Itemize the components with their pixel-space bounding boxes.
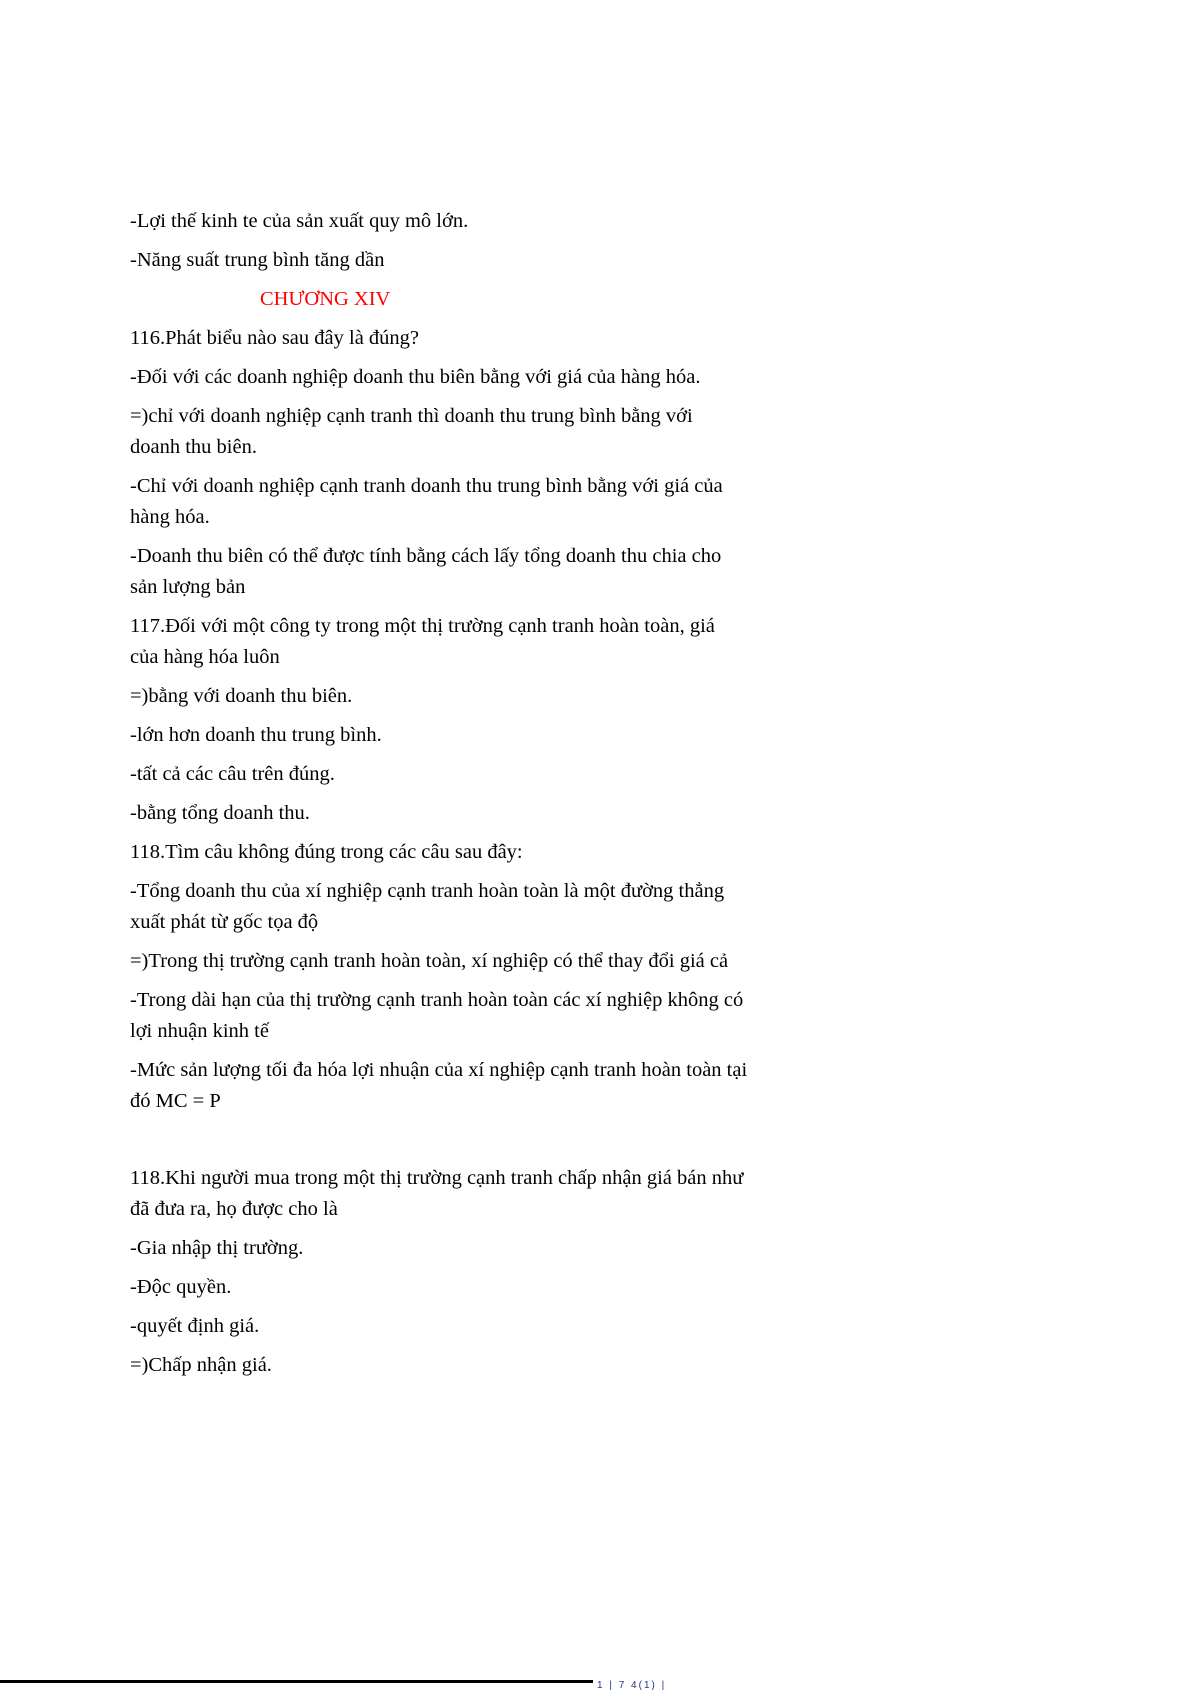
paragraph-line: -Gia nhập thị trường. bbox=[130, 1237, 304, 1259]
paragraph-line: 118.Khi người mua trong một thị trường cạnh tranh chấp nhận giá bán như bbox=[130, 1167, 744, 1189]
paragraph-line: đã đưa ra, họ được cho là bbox=[130, 1198, 338, 1220]
clipped-bottom-text: 1 | 7 4(1) | bbox=[597, 1680, 667, 1691]
paragraph bbox=[130, 245, 752, 276]
paragraph bbox=[130, 471, 752, 533]
paragraph-line: -Mức sản lượng tối đa hóa lợi nhuận của xí nghiệp cạnh tranh hoàn toàn tại bbox=[130, 1059, 748, 1081]
paragraph-line: xuất phát từ gốc tọa độ bbox=[130, 911, 319, 933]
paragraph-line: =)chỉ với doanh nghiệp cạnh tranh thì doanh thu trung bình bằng với bbox=[130, 405, 693, 427]
paragraph-line: -bằng tổng doanh thu. bbox=[130, 802, 310, 824]
paragraph bbox=[130, 837, 752, 868]
paragraph-line: -Tổng doanh thu của xí nghiệp cạnh tranh hoàn toàn là một đường thẳng bbox=[130, 880, 725, 902]
paragraph bbox=[130, 611, 752, 673]
chapter-heading bbox=[130, 284, 752, 315]
document-text-block bbox=[130, 206, 752, 1389]
paragraph bbox=[130, 876, 752, 938]
paragraph bbox=[130, 206, 752, 237]
paragraph bbox=[130, 1350, 752, 1381]
paragraph bbox=[130, 1311, 752, 1342]
paragraph-line: =)bằng với doanh thu biên. bbox=[130, 685, 353, 707]
paragraph-line: -Độc quyền. bbox=[130, 1276, 232, 1298]
paragraph-line: doanh thu biên. bbox=[130, 436, 257, 458]
paragraph-line: =)Chấp nhận giá. bbox=[130, 1354, 272, 1376]
paragraph-line: lợi nhuận kinh tế bbox=[130, 1020, 269, 1042]
paragraph-line: CHƯƠNG XIV bbox=[260, 288, 391, 310]
paragraph-line: sản lượng bản bbox=[130, 576, 246, 598]
paragraph-line: -Doanh thu biên có thể được tính bằng cách lấy tổng doanh thu chia cho bbox=[130, 545, 722, 567]
paragraph-line: -Lợi thế kinh te của sản xuất quy mô lớn. bbox=[130, 210, 469, 232]
paragraph-line: -lớn hơn doanh thu trung bình. bbox=[130, 724, 382, 746]
paragraph bbox=[130, 798, 752, 829]
paragraph bbox=[130, 1163, 752, 1225]
paragraph-line: -Năng suất trung bình tăng dần bbox=[130, 249, 385, 271]
paragraph-line: -quyết định giá. bbox=[130, 1315, 260, 1337]
paragraph-line: 118.Tìm câu không đúng trong các câu sau đây: bbox=[130, 841, 523, 863]
paragraph-line: =)Trong thị trường cạnh tranh hoàn toàn, xí nghiệp có thể thay đổi giá cả bbox=[130, 950, 729, 972]
paragraph-line: 117.Đối với một công ty trong một thị trường cạnh tranh hoàn toàn, giá bbox=[130, 615, 715, 637]
paragraph bbox=[130, 1233, 752, 1264]
paragraph-line: 116.Phát biểu nào sau đây là đúng? bbox=[130, 327, 420, 349]
page-bottom-rule bbox=[0, 1680, 593, 1683]
paragraph bbox=[130, 720, 752, 751]
paragraph bbox=[130, 985, 752, 1047]
paragraph bbox=[130, 946, 752, 977]
paragraph-line: đó MC = P bbox=[130, 1090, 221, 1112]
paragraph-line: -Trong dài hạn của thị trường cạnh tranh hoàn toàn các xí nghiệp không có bbox=[130, 989, 744, 1011]
paragraph bbox=[130, 541, 752, 603]
paragraph bbox=[130, 1055, 752, 1117]
paragraph-line: của hàng hóa luôn bbox=[130, 646, 280, 668]
paragraph bbox=[130, 1272, 752, 1303]
paragraph-line: -Đối với các doanh nghiệp doanh thu biên bằng với giá của hàng hóa. bbox=[130, 366, 701, 388]
paragraph bbox=[130, 323, 752, 354]
paragraph-line: -tất cả các câu trên đúng. bbox=[130, 763, 335, 785]
paragraph-line: -Chỉ với doanh nghiệp cạnh tranh doanh thu trung bình bằng với giá của bbox=[130, 475, 723, 497]
paragraph bbox=[130, 362, 752, 393]
paragraph bbox=[130, 401, 752, 463]
paragraph bbox=[130, 681, 752, 712]
paragraph bbox=[130, 759, 752, 790]
paragraph-line: hàng hóa. bbox=[130, 506, 210, 528]
